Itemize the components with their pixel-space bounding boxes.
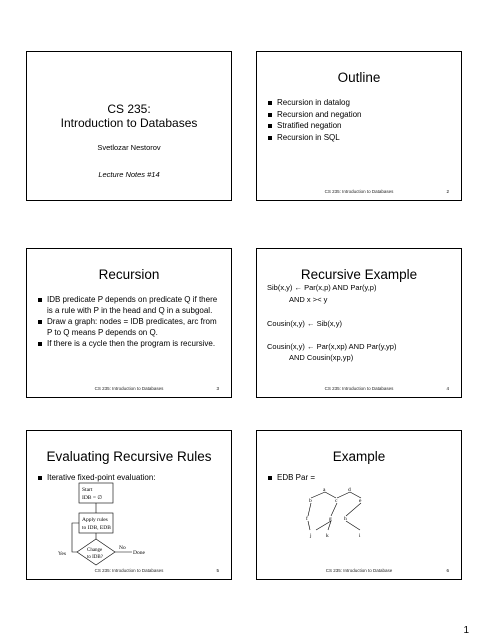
course-title <box>27 102 231 130</box>
slide-title: Recursion <box>98 267 160 282</box>
slide-1-cover <box>26 51 232 201</box>
slide-footer: CS 235: Introduction to Database <box>325 568 393 573</box>
node-label: a <box>323 487 326 493</box>
slide-number: 4 <box>446 386 449 391</box>
bullet-item: Stratified negation <box>267 121 453 132</box>
family-tree-graph <box>257 431 461 579</box>
start-box-line2: IDB = ∅ <box>82 495 103 501</box>
slide-title: Evaluating Recursive Rules <box>46 449 212 464</box>
slide-title: Example <box>332 449 386 464</box>
bullet-item: EDB Par = <box>267 473 453 484</box>
slide-number: 5 <box>216 568 219 573</box>
slide-title: Recursive Example <box>300 267 418 282</box>
start-box-line1: Start <box>82 487 93 493</box>
decision-line1: Change <box>87 548 103 553</box>
node-label: b <box>309 498 312 504</box>
slide-footer: CS 235: Introduction to Databases <box>324 189 394 194</box>
author: Svetlozar Nestorov <box>97 143 161 152</box>
edge <box>346 503 361 516</box>
slide-footer: CS 235: Introduction to Databases <box>94 568 164 573</box>
bullet-item: IDB predicate P depends on predicate Q if there is a rule with P in the head and Q in a subgoal. <box>37 295 223 316</box>
rule-sib: Sib(x,y) ← Par(x,p) AND Par(y,p) <box>267 283 377 292</box>
rule-sib-cont: AND x >< y <box>289 295 328 304</box>
node-label: e <box>359 498 362 504</box>
bullet-item: If there is a cycle then the program is recursive. <box>37 339 223 350</box>
apply-box-line2: to IDB, EDB <box>82 525 111 531</box>
decision-line2: to IDB? <box>87 555 103 560</box>
node-label: j <box>310 533 312 539</box>
slide-2-outline <box>256 51 462 201</box>
done-label: Done <box>133 550 145 556</box>
slide-number: 3 <box>216 386 219 391</box>
slide-footer: CS 235: Introduction to Databases <box>94 386 164 391</box>
slide-number: 6 <box>446 568 449 573</box>
flowchart <box>27 431 231 579</box>
slide-5-evaluating <box>26 430 232 580</box>
rule-cousin-rec: Cousin(x,y) ← Par(x,xp) AND Par(y,yp) <box>267 342 397 351</box>
slide-footer: CS 235: Introduction to Databases <box>324 386 394 391</box>
node-label: h <box>344 516 347 522</box>
bullet-item: Recursion in SQL <box>267 133 453 144</box>
slide-4-recursive-example <box>256 248 462 398</box>
course-title-line2: Introduction to Databases <box>60 116 198 130</box>
edge <box>331 503 337 516</box>
bullet-item: Recursion and negation <box>267 110 453 121</box>
bullet-item: Draw a graph: nodes = IDB predicates, arc from P to Q means P depends on Q. <box>37 317 223 338</box>
arrow-yes-loop <box>72 523 79 552</box>
node-label: f <box>306 516 308 522</box>
edge <box>308 503 311 516</box>
slide-title: Outline <box>337 70 381 85</box>
slide-number: 2 <box>446 189 449 194</box>
node-label: i <box>359 533 361 539</box>
bullet-item: Iterative fixed-point evaluation: <box>37 473 223 484</box>
node-label: k <box>326 533 329 539</box>
bullet-list <box>267 98 453 144</box>
node-label: c <box>335 498 338 504</box>
slide-6-example <box>256 430 462 580</box>
node-label: d <box>348 487 351 493</box>
edge <box>346 521 360 530</box>
rule-cousin-base: Cousin(x,y) ← Sib(x,y) <box>267 319 343 328</box>
bullet-item: Recursion in datalog <box>267 98 453 109</box>
edge <box>308 521 310 530</box>
rule-cousin-rec-cont: AND Cousin(xp,yp) <box>289 353 354 362</box>
slide-3-recursion <box>26 248 232 398</box>
node-label: g <box>329 516 332 522</box>
apply-box-line1: Apply rules <box>82 517 108 523</box>
page-number: 1 <box>463 625 469 636</box>
no-label: No <box>119 545 126 551</box>
yes-label: Yes <box>58 551 67 557</box>
bullet-list <box>37 295 223 351</box>
lecture-notes-label: Lecture Notes #14 <box>98 170 160 179</box>
course-title-line1: CS 235: <box>107 102 151 116</box>
